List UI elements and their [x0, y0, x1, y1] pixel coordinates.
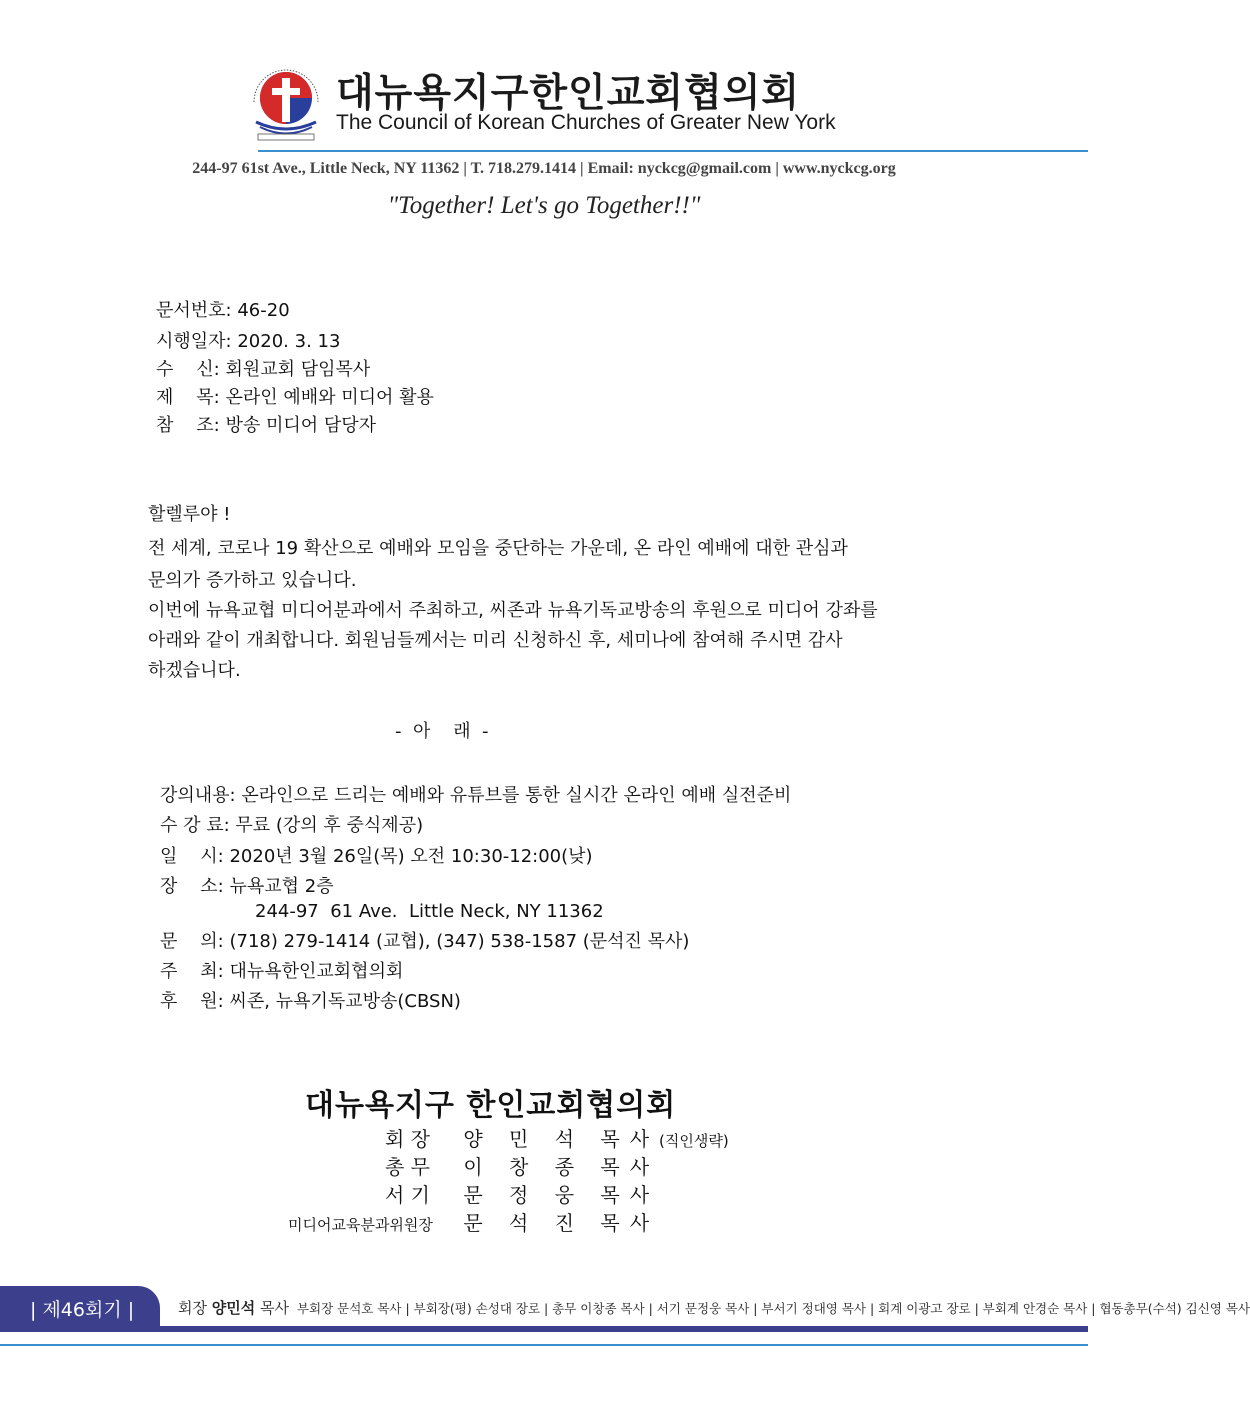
below-marker: - 아 래 -	[395, 721, 489, 742]
detail-time	[160, 842, 593, 868]
subject-label: 제 목:	[156, 387, 220, 408]
detail-fee-label: 수 강 료:	[160, 815, 230, 836]
org-name-korean: 대뉴욕지구한인교회협의회	[336, 71, 801, 116]
subject: 온라인 예배와 미디어 활용	[225, 387, 434, 408]
footer-officers	[178, 1297, 1250, 1318]
recipient-label: 수 신:	[156, 359, 220, 380]
detail-place	[160, 872, 334, 898]
header-divider	[258, 150, 1088, 152]
detail-content-label: 강의내용:	[160, 785, 236, 806]
signature-row-president	[385, 1123, 729, 1152]
body-line-3: 이번에 뉴욕교협 미디어분과에서 주최하고, 씨존과 뉴욕기독교방송의 후원으로 미디어 강좌를	[148, 600, 878, 621]
date-row	[156, 327, 340, 353]
detail-host	[160, 957, 403, 983]
detail-fee	[160, 811, 423, 837]
signature-row-secretary-general	[385, 1151, 659, 1180]
issue-date: 2020. 3. 13	[237, 331, 341, 352]
body-line-4: 아래와 같이 개최합니다. 회원님들께서는 미리 신청하신 후, 세미나에 참여해 주시면 감사	[148, 630, 843, 651]
detail-sponsor	[160, 987, 461, 1013]
doc-number-row	[156, 296, 290, 322]
signature-name: 문 정 웅 목사	[463, 1183, 660, 1207]
detail-time-label: 일 시:	[160, 846, 224, 867]
signature-row-clerk	[385, 1179, 659, 1208]
signature-org: 대뉴욕지구 한인교회협의회	[305, 1088, 677, 1123]
org-name-english: The Council of Korean Churches of Greater New York	[336, 111, 836, 134]
footer-divider	[0, 1344, 1088, 1346]
doc-number-label: 문서번호:	[156, 300, 232, 321]
signature-position: 총 무	[385, 1155, 430, 1179]
signature-position: 서 기	[385, 1183, 430, 1207]
detail-sponsor-value: 씨존, 뉴욕기독교방송(CBSN)	[229, 991, 461, 1012]
signature-row-media-chair	[288, 1207, 659, 1236]
recipient: 회원교회 담임목사	[225, 359, 371, 380]
detail-place-value: 뉴욕교협 2층	[229, 876, 334, 897]
detail-content	[160, 781, 791, 807]
cc: 방송 미디어 담당자	[225, 415, 377, 436]
contact-line: 244-97 61st Ave., Little Neck, NY 11362 | T. 718.279.1414 | Email: nyckcg@gmail.com | www.nyckcg.org	[192, 160, 896, 177]
recipient-row	[156, 355, 370, 381]
motto: "Together! Let's go Together!!"	[387, 192, 701, 219]
detail-place-label: 장 소:	[160, 876, 224, 897]
detail-time-value: 2020년 3월 26일(목) 오전 10:30-12:00(낮)	[229, 846, 593, 867]
detail-host-label: 주 최:	[160, 961, 224, 982]
doc-number: 46-20	[237, 300, 290, 321]
signature-name: 양 민 석 목사	[463, 1127, 660, 1151]
greeting: 할렐루야 !	[148, 504, 231, 525]
detail-content-value: 온라인으로 드리는 예배와 유튜브를 통한 실시간 온라인 예배 실전준비	[241, 785, 792, 806]
footer-president-prefix: 회장	[178, 1299, 212, 1317]
signature-position: 미디어교육분과위원장	[288, 1216, 433, 1234]
date-label: 시행일자:	[156, 331, 232, 352]
detail-host-value: 대뉴욕한인교회협의회	[229, 961, 404, 982]
detail-address: 244-97 61 Ave. Little Neck, NY 11362	[255, 901, 604, 922]
footer-bar-line	[0, 1326, 1088, 1332]
footer-president-name: 양민석	[211, 1299, 256, 1317]
detail-inquiry	[160, 927, 689, 953]
detail-fee-value: 무료 (강의 후 중식제공)	[235, 815, 424, 836]
detail-sponsor-label: 후 원:	[160, 991, 224, 1012]
body-line-5: 하겠습니다.	[148, 660, 241, 681]
detail-inquiry-value: (718) 279-1414 (교협), (347) 538-1587 (문석진 목사)	[229, 931, 690, 952]
subject-row	[156, 383, 434, 409]
body-line-1: 전 세계, 코로나 19 확산으로 예배와 모임을 중단하는 가운데, 온 라인 예배에 대한 관심과	[148, 538, 848, 559]
council-logo	[244, 60, 328, 144]
signature-name: 이 창 종 목사	[463, 1155, 660, 1179]
signature-name: 문 석 진 목사	[463, 1211, 660, 1235]
signature-note: (직인생략)	[659, 1132, 729, 1150]
detail-inquiry-label: 문 의:	[160, 931, 224, 952]
footer-term-label: | 제46회기 |	[30, 1299, 135, 1321]
cc-label: 참 조:	[156, 415, 220, 436]
cc-row	[156, 411, 376, 437]
footer-officer-list: 부회장 문석호 목사 | 부회장(평) 손성대 장로 | 총무 이창종 목사 | 서기 문정웅 목사 | 부서기 정대영 목사 | 회계 이광고 장로 | 부회계 안경순 목사 | 협동총무(수석) 김신영 목사	[296, 1301, 1250, 1316]
body-line-2: 문의가 증가하고 있습니다.	[148, 570, 357, 591]
footer-president-suffix: 목사	[255, 1299, 289, 1317]
signature-position: 회 장	[385, 1127, 430, 1151]
